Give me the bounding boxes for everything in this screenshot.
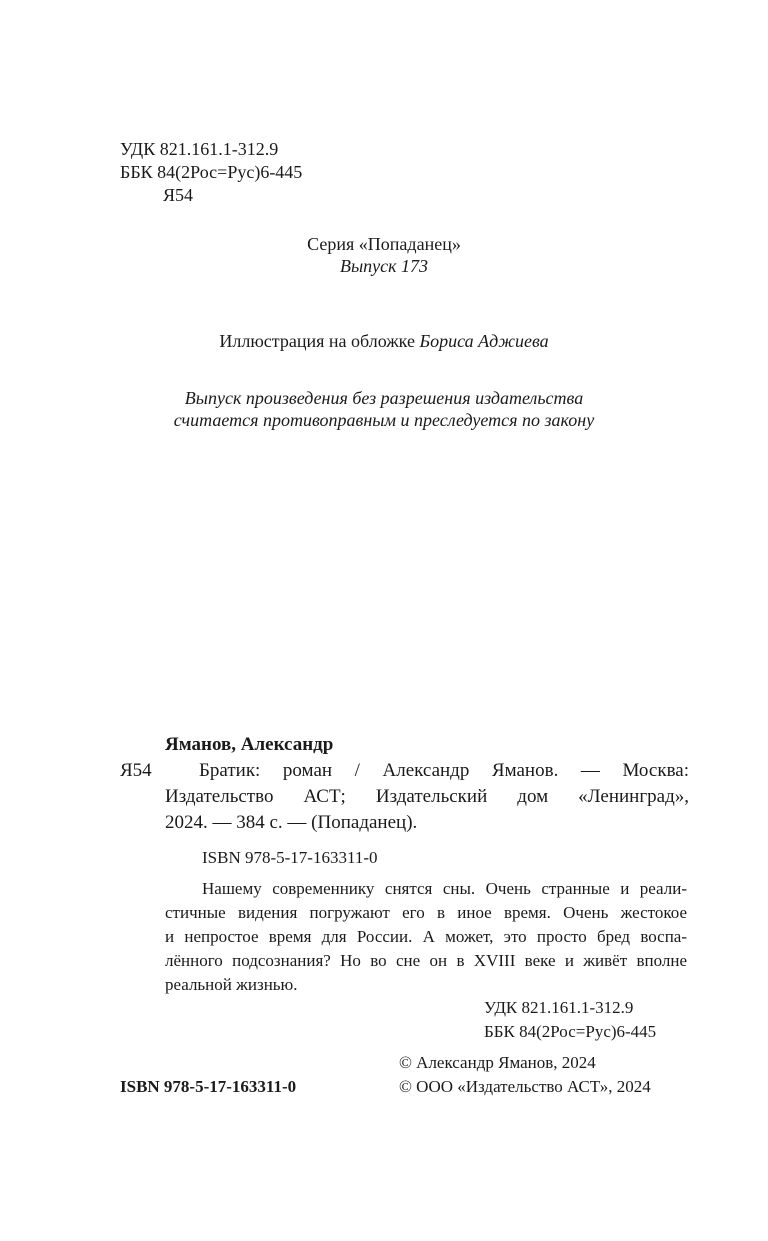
catalog-entry-line2: Издательство АСТ; Издательский дом «Ленинград», [165,786,689,807]
bottom-bbk-code: ББК 84(2Рос=Рус)6-445 [484,1022,657,1041]
udk-code: УДК 821.161.1-312.9 [120,139,279,159]
bbk-code: ББК 84(2Рос=Рус)6-445 [120,162,303,182]
copyright-notice-line1: Выпуск произведения без разрешения издательства [184,388,584,408]
annotation-line2: стичные видения погружают его в иное время. Очень жестокое [165,903,687,922]
footer-isbn: ISBN 978-5-17-163311-0 [120,1077,297,1096]
annotation-line5: реальной жизнью. [165,975,298,994]
annotation-line1: Нашему современнику снятся сны. Очень странные и реали- [202,879,687,898]
catalog-isbn: ISBN 978-5-17-163311-0 [202,848,378,867]
copyright-author: © Александр Яманов, 2024 [399,1053,596,1072]
catalog-author-mark: Я54 [120,760,152,781]
catalog-entry-line3: 2024. — 384 с. — (Попаданец). [165,812,418,833]
annotation-line3: и непростое время для России. А может, это просто бред воспа- [165,927,687,946]
copyright-publisher: © ООО «Издательство АСТ», 2024 [399,1077,651,1096]
illustration-artist: Бориса Аджиева [419,331,549,351]
series-issue: Выпуск 173 [339,256,429,276]
illustration-prefix: Иллюстрация на обложке [219,331,415,351]
annotation-line4: лённого подсознания? Но во сне он в XVIII веке и живёт вполне [165,951,687,970]
series-name: Серия «Попаданец» [307,234,461,254]
bottom-udk-code: УДК 821.161.1-312.9 [484,998,634,1017]
illustration-credit [0,330,768,352]
catalog-entry-line1: Братик: роман / Александр Яманов. — Москва: [199,760,689,781]
author-mark: Я54 [163,185,194,205]
copyright-notice-line2: считается противоправным и преследуется по закону [173,410,595,430]
catalog-author-heading: Яманов, Александр [165,734,334,755]
